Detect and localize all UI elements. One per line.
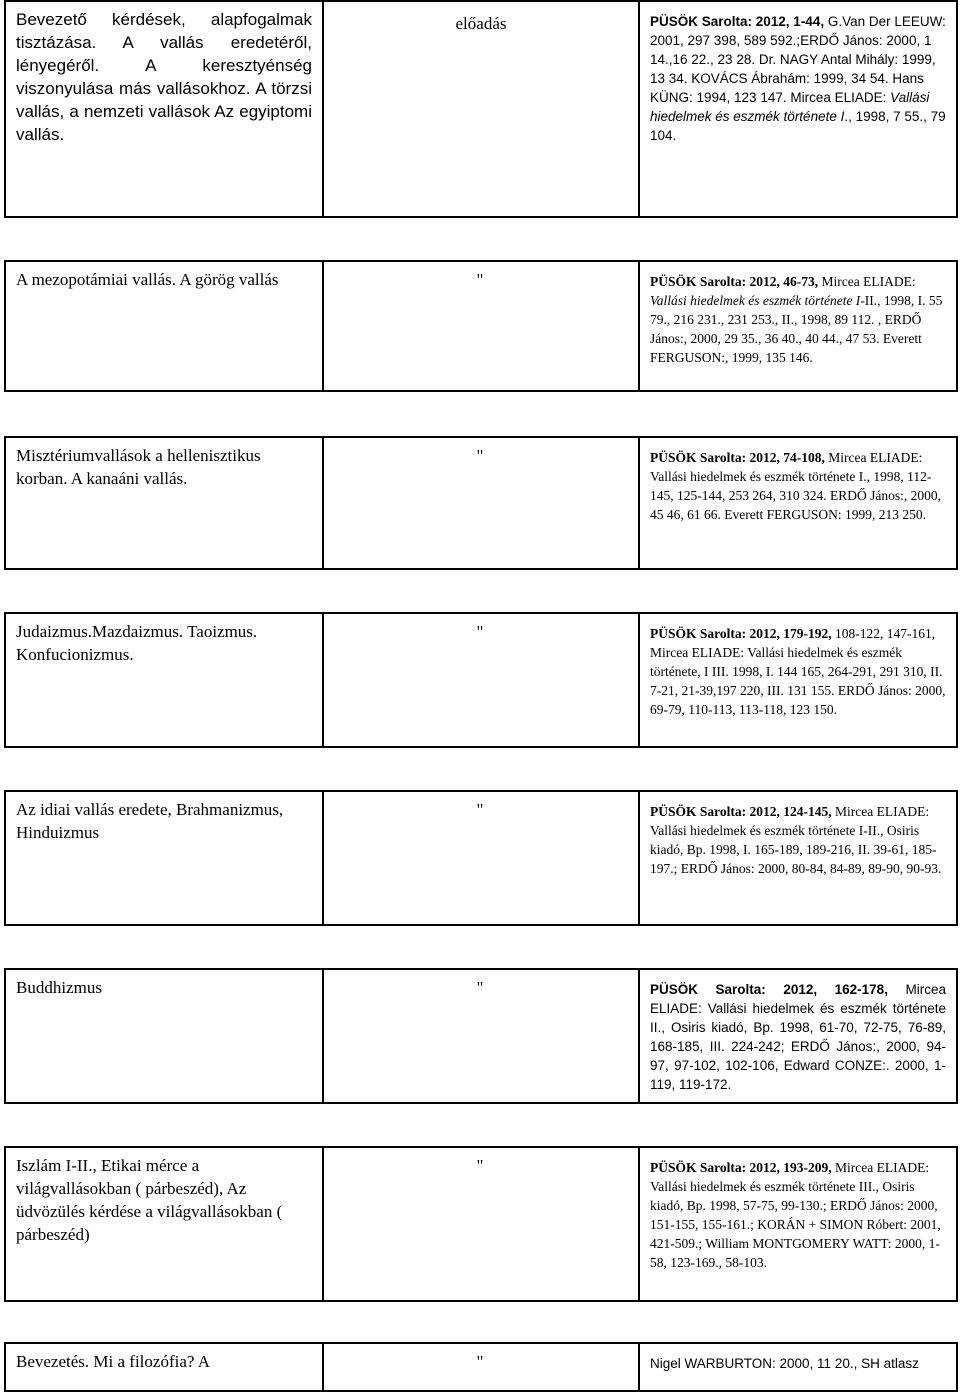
topic-cell: Bevezető kérdések, alapfogalmak tisztázása. A vallás eredetéről, lényegéről. A keresztyénség viszonyulása más vallásokhoz. A törzsi vallás, a nemzeti vallások Az egyiptomi vallás. <box>5 1 323 217</box>
reference-text: Mircea ELIADE: Vallási hiedelmek és eszmék története II., Osiris kiadó, Bp. 1998, 61-70, 72-75, 76-89, 168-185, III. 224-242; ERDŐ János:, 2000, 94-97, 97-102, 102-106, Edward CONZE:. 2000, 1-119, 119-172. <box>650 982 946 1092</box>
reference-bold: PÜSÖK Sarolta: 2012, 46-73, <box>650 274 819 289</box>
spacer <box>5 569 957 613</box>
topic-cell: Az idiai vallás eredete, Brahmanizmus, Hinduizmus <box>5 791 323 925</box>
reference-text: G.Van Der LEEUW: 2001, 297 398, 589 592.;ERDŐ János: 2000, 1 14.,16 22., 23 28. Dr. NAGY Antal Mihály: 1999, 13 34. KOVÁCS Ábrahám: 1999, 34 54. Hans KÜNG: 1994, 123 147. Mircea ELIADE: <box>650 14 946 105</box>
spacer <box>5 1103 957 1147</box>
spacer <box>5 925 957 969</box>
form-cell: előadás <box>323 1 639 217</box>
topic-cell: Misztériumvallások a hellenisztikus korban. A kanaáni vallás. <box>5 437 323 569</box>
topic-cell: Bevezetés. Mi a filozófia? A <box>5 1343 323 1391</box>
form-cell: " <box>323 1147 639 1301</box>
spacer <box>5 1301 957 1343</box>
reference-cell <box>639 791 957 925</box>
table-row <box>5 969 957 1103</box>
topic-cell: Judaizmus.Mazdaizmus. Taoizmus. Konfucionizmus. <box>5 613 323 747</box>
reference-tail: -II., 1998, I. 55 79., 216 231., 231 253., II., 1998, 89 112. , ERDŐ János:, 2000, 29 35., 36 40., 40 44., 47 53. Everett FERGUSON:, 1999, 135 146. <box>650 293 943 365</box>
reference-bold: PÜSÖK Sarolta: 2012, 179-192, <box>650 626 832 641</box>
reference-text: Nigel WARBURTON: 2000, 11 20., SH atlasz <box>650 1356 919 1371</box>
table-row <box>5 791 957 925</box>
table-row <box>5 1343 957 1391</box>
table-row <box>5 613 957 747</box>
spacer <box>5 747 957 791</box>
form-cell: " <box>323 613 639 747</box>
reference-bold: PÜSÖK Sarolta: 2012, 193-209, <box>650 1160 832 1175</box>
table-row <box>5 1 957 217</box>
reference-cell <box>639 1147 957 1301</box>
table-row <box>5 261 957 391</box>
reference-text: Mircea ELIADE: <box>818 274 916 289</box>
reference-text: 108-122, 147-161, Mircea ELIADE: Vallási hiedelmek és eszmék története, I III. 1998, I. 144 165, 264-291, 291 310, II. 7-21, 21-39,197 220, III. 131 155. ERDŐ János: 2000, 69-79, 110-113, 113-118, 123 150. <box>650 626 946 717</box>
reference-cell <box>639 437 957 569</box>
table-row <box>5 437 957 569</box>
table-row <box>5 1147 957 1301</box>
spacer <box>5 391 957 437</box>
reference-cell <box>639 1343 957 1391</box>
reference-cell <box>639 1 957 217</box>
reference-cell <box>639 613 957 747</box>
form-cell: " <box>323 969 639 1103</box>
form-cell: " <box>323 437 639 569</box>
form-cell: " <box>323 261 639 391</box>
reference-bold: PÜSÖK Sarolta: 2012, 124-145, <box>650 804 832 819</box>
reference-cell <box>639 261 957 391</box>
reference-bold: PÜSÖK Sarolta: 2012, 162-178, <box>650 982 888 997</box>
spacer <box>5 217 957 261</box>
topic-cell: A mezopotámiai vallás. A görög vallás <box>5 261 323 391</box>
reference-bold: PÜSÖK Sarolta: 2012, 1-44, <box>650 14 825 29</box>
reference-bold: PÜSÖK Sarolta: 2012, 74-108, <box>650 450 825 465</box>
form-cell: " <box>323 791 639 925</box>
reference-italic: Vallási hiedelmek és eszmék története I <box>650 90 930 124</box>
topic-cell: Iszlám I-II., Etikai mérce a világvallásokban ( párbeszéd), Az üdvözülés kérdése a világvallásokban ( párbeszéd) <box>5 1147 323 1301</box>
syllabus-table <box>4 0 958 1392</box>
reference-tail: ., 1998, 7 55., 79 104. <box>650 109 946 143</box>
topic-cell: Buddhizmus <box>5 969 323 1103</box>
reference-cell <box>639 969 957 1103</box>
form-cell: " <box>323 1343 639 1391</box>
reference-text: Mircea ELIADE: Vallási hiedelmek és eszmék története I-II., Osiris kiadó, Bp. 1998, I. 165-189, 189-216, II. 39-61, 185-197.; ERDŐ János: 2000, 80-84, 84-89, 89-90, 90-93. <box>650 804 942 876</box>
reference-text: Mircea ELIADE: Vallási hiedelmek és eszmék története III., Osiris kiadó, Bp. 1998, 57-75, 99-130.; ERDŐ János: 2000, 151-155, 155-161.; KORÁN + SIMON Róbert: 2001, 421-509.; William MONTGOMERY WATT: 2000, 1-58, 123-169., 58-103. <box>650 1160 941 1270</box>
reference-italic: Vallási hiedelmek és eszmék története I <box>650 293 861 308</box>
reference-text: Mircea ELIADE: Vallási hiedelmek és eszmék története I., 1998, 112-145, 125-144, 253 264, 310 324. ERDŐ János:, 2000, 45 46, 61 66. Everett FERGUSON: 1999, 213 250. <box>650 450 941 522</box>
